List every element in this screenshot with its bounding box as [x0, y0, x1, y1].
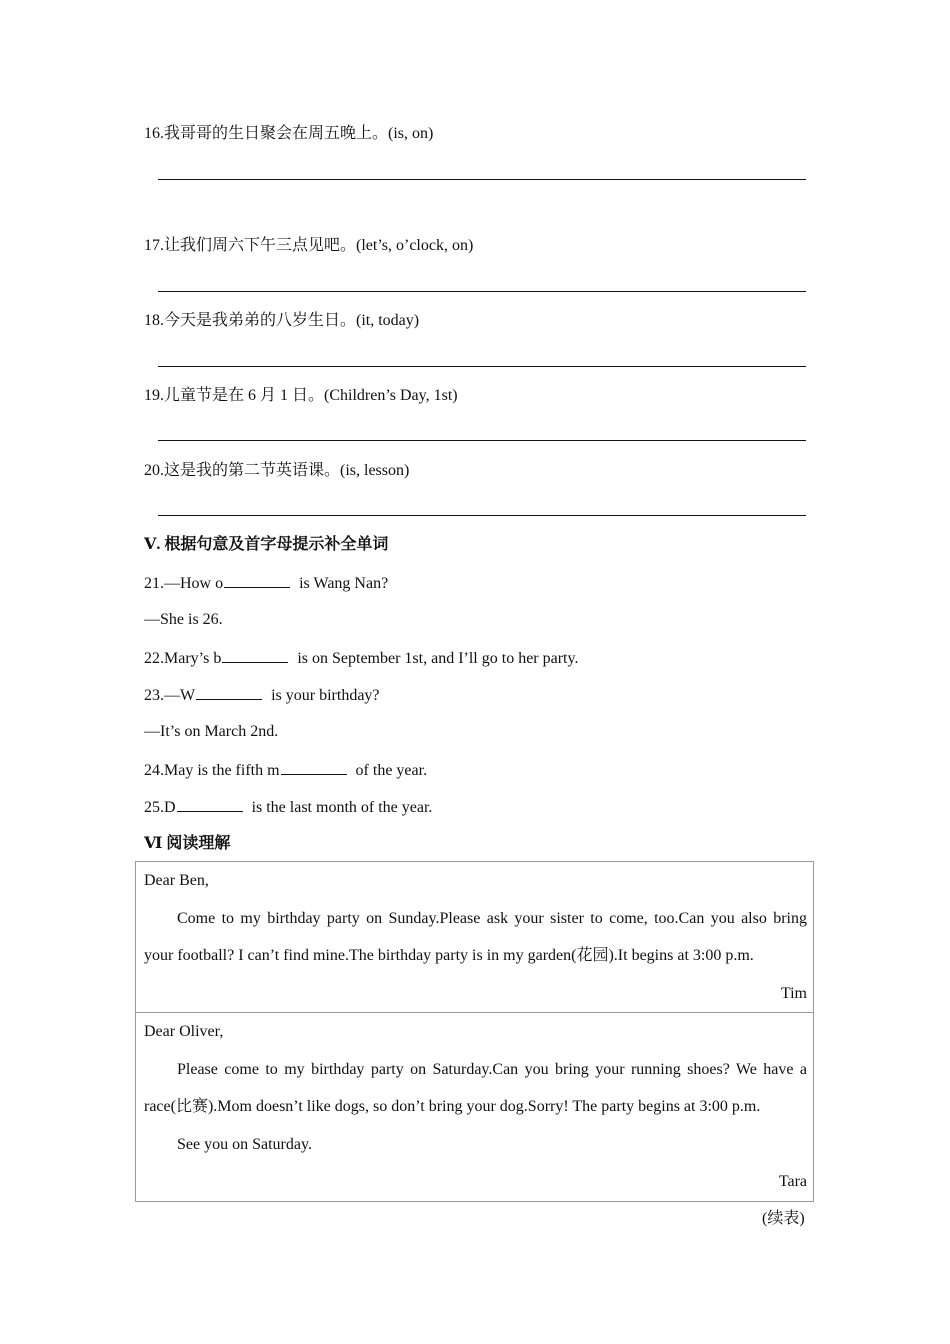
section-5-title: Ⅴ. 根据句意及首字母提示补全单词 [144, 536, 389, 553]
reading-letters-table [135, 861, 814, 1202]
question-23-after: is your birthday? [271, 687, 380, 704]
question-22 [144, 648, 578, 669]
blank-22[interactable] [222, 648, 288, 663]
question-21-before: 21.—How o [144, 575, 224, 592]
letter-from-tim [136, 862, 813, 1012]
answer-21: —She is 26. [144, 611, 223, 628]
question-20-prompt: 20.这是我的第二节英语课。(is, lesson) [144, 462, 410, 479]
question-25-after: is the last month of the year. [251, 799, 433, 816]
question-22-before: 22.Mary’s b [144, 650, 222, 667]
answer-line-16[interactable] [158, 179, 806, 180]
question-18-prompt: 18.今天是我弟弟的八岁生日。(it, today) [144, 312, 420, 329]
question-24-after: of the year. [355, 762, 428, 779]
letter-greeting: Dear Ben, [144, 872, 209, 889]
question-23 [144, 685, 380, 706]
blank-23[interactable] [196, 685, 262, 700]
question-16-prompt: 16.我哥哥的生日聚会在周五晚上。(is, on) [144, 125, 434, 142]
section-6-title: Ⅵ 阅读理解 [144, 835, 231, 852]
letter-signature: Tim [780, 984, 807, 1002]
question-24-before: 24.May is the fifth m [144, 762, 280, 779]
question-19-prompt: 19.儿童节是在 6 月 1 日。(Children’s Day, 1st) [144, 387, 458, 404]
letter-body-line: See you on Saturday. [177, 1135, 312, 1153]
question-17-prompt: 17.让我们周六下午三点见吧。(let’s, o’clock, on) [144, 237, 474, 254]
question-24 [144, 760, 427, 781]
answer-line-19[interactable] [158, 440, 806, 441]
answer-23: —It’s on March 2nd. [144, 723, 279, 740]
table-continued-note: (续表) [762, 1210, 805, 1227]
question-25 [144, 797, 432, 818]
letter-body-line: your football? I can’t find mine.The birthday party is in my garden(花园).It begins at 3:00 p.m. [144, 947, 754, 964]
letter-signature: Tara [778, 1173, 807, 1190]
letter-from-tara [136, 1012, 813, 1201]
letter-greeting: Dear Oliver, [144, 1023, 224, 1040]
letter-body-line: Please come to my birthday party on Saturday.Can you bring your running shoes? We have a [177, 1060, 807, 1078]
blank-25[interactable] [177, 797, 243, 812]
question-21 [144, 573, 388, 594]
letter-body-line: race(比赛).Mom doesn’t like dogs, so don’t bring your dog.Sorry! The party begins at 3:00 p.m. [144, 1098, 761, 1115]
blank-21[interactable] [224, 573, 290, 588]
question-23-before: 23.—W [144, 687, 196, 704]
answer-line-17[interactable] [158, 291, 806, 292]
answer-line-20[interactable] [158, 515, 806, 516]
question-22-after: is on September 1st, and I’ll go to her party. [297, 650, 579, 667]
question-25-before: 25.D [144, 799, 176, 816]
blank-24[interactable] [281, 760, 347, 775]
question-21-after: is Wang Nan? [299, 575, 389, 592]
letter-body-line: Come to my birthday party on Sunday.Please ask your sister to come, too.Can you also bring [177, 909, 807, 927]
answer-line-18[interactable] [158, 366, 806, 367]
